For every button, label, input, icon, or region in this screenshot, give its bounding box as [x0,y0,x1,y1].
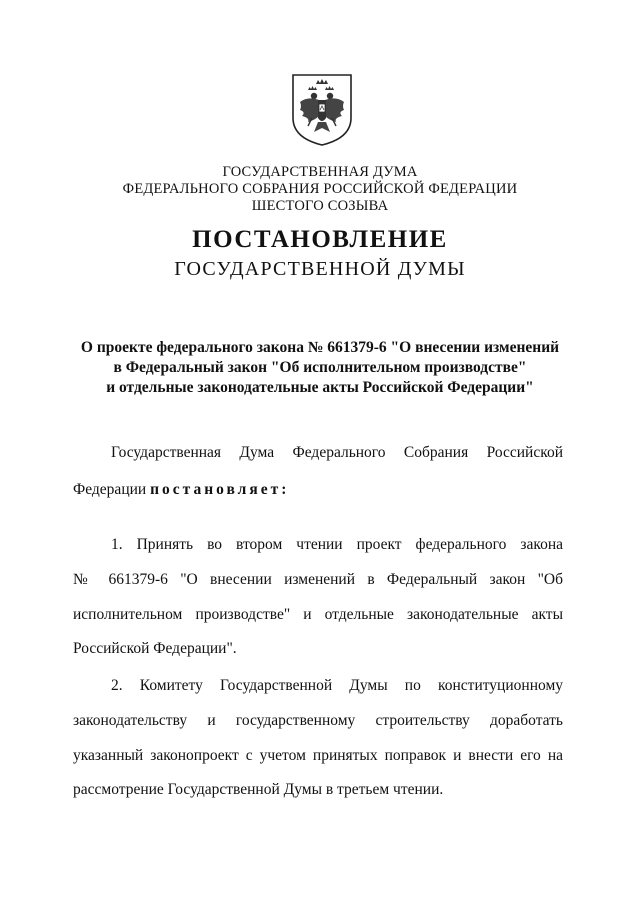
preamble-resolves: постановляет: [150,481,290,498]
preamble-line-1: Государственная Дума Федерального Собрания Российской [111,444,563,461]
subject-line-3: и отдельные законодательные акты Российской Федерации" [106,379,534,396]
subject-line-2: в Федеральный закон "Об исполнительном производстве" [113,359,527,376]
document-subject [0,338,640,398]
preamble-start: Федерации [73,481,147,498]
subject-line-1: О проекте федерального закона № 661379-6 "О внесении изменений [80,339,560,356]
item1-line-2: № 661379-6 "О внесении изменений в Федеральный закон "Об [73,571,563,588]
item1-line-1: 1. Принять во втором чтении проект федерального закона [111,536,563,553]
item1-line-4: Российской Федерации". [73,640,237,657]
document-subtitle: ГОСУДАРСТВЕННОЙ ДУМЫ [174,258,466,280]
header-line-3: ШЕСТОГО СОЗЫВА [251,198,389,214]
item1-line-3: исполнительном производстве" и отдельные законодательные акты [73,606,563,623]
item2-line-4: рассмотрение Государственной Думы в третьем чтении. [73,781,444,798]
document-title: ПОСТАНОВЛЕНИЕ [192,226,448,253]
header-line-1: ГОСУДАРСТВЕННАЯ ДУМА [222,164,418,180]
russian-coat-of-arms-icon [290,72,354,148]
item2-line-3: указанный законопроект с учетом принятых поправок и внести его на [73,747,563,764]
item2-line-1: 2. Комитету Государственной Думы по конституционному [111,677,563,694]
issuer-header [0,164,640,215]
preamble-line-2 [73,481,563,499]
header-line-2: ФЕДЕРАЛЬНОГО СОБРАНИЯ РОССИЙСКОЙ ФЕДЕРАЦИИ [122,181,518,197]
item2-line-2: законодательству и государственному строительству доработать [73,712,563,729]
